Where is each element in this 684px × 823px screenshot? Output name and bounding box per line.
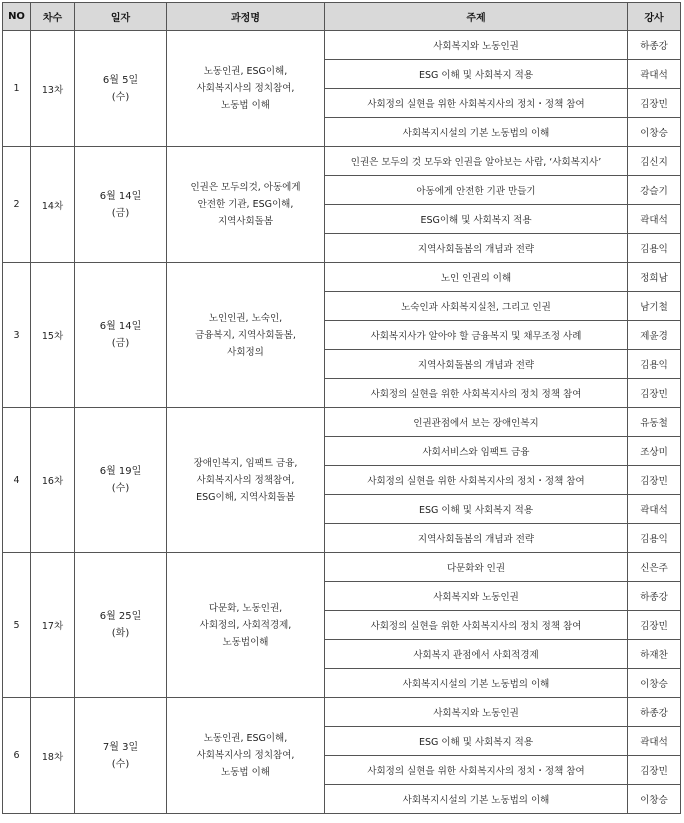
table-row	[3, 31, 681, 60]
cell-instructor: 제윤경	[628, 321, 681, 350]
cell-course: 노인인권, 노숙인, 금융복지, 지역사회돌봄, 사회정의	[167, 263, 325, 408]
cell-instructor: 하재찬	[628, 640, 681, 669]
cell-no: 2	[3, 147, 31, 263]
cell-instructor: 김장민	[628, 379, 681, 408]
cell-instructor: 남기철	[628, 292, 681, 321]
cell-topic: 사회복지시설의 기본 노동법의 이해	[325, 118, 628, 147]
cell-date: 6월 14일 (금)	[75, 263, 167, 408]
cell-topic: 사회정의 실현을 위한 사회복지사의 정치・정책 참여	[325, 466, 628, 495]
cell-round: 18차	[31, 698, 75, 814]
cell-instructor: 김장민	[628, 611, 681, 640]
schedule-table	[2, 2, 681, 814]
cell-topic: ESG 이해 및 사회복지 적용	[325, 60, 628, 89]
cell-course: 노동인권, ESG이해, 사회복지사의 정치참여, 노동법 이해	[167, 698, 325, 814]
cell-date: 6월 19일 (수)	[75, 408, 167, 553]
cell-course: 다문화, 노동인권, 사회정의, 사회적경제, 노동법이해	[167, 553, 325, 698]
table-row	[3, 263, 681, 292]
header-instructor: 강사	[628, 3, 681, 31]
cell-instructor: 김용익	[628, 234, 681, 263]
cell-instructor: 정희남	[628, 263, 681, 292]
table-row	[3, 408, 681, 437]
header-row	[3, 3, 681, 31]
cell-date: 6월 14일 (금)	[75, 147, 167, 263]
cell-instructor: 하종강	[628, 698, 681, 727]
cell-no: 1	[3, 31, 31, 147]
cell-date: 6월 5일 (수)	[75, 31, 167, 147]
cell-no: 4	[3, 408, 31, 553]
cell-round: 14차	[31, 147, 75, 263]
cell-instructor: 곽대석	[628, 60, 681, 89]
cell-topic: 지역사회돌봄의 개념과 전략	[325, 234, 628, 263]
schedule-body	[3, 31, 681, 814]
cell-topic: 아동에게 안전한 기관 만들기	[325, 176, 628, 205]
cell-topic: ESG 이해 및 사회복지 적용	[325, 727, 628, 756]
cell-instructor: 하종강	[628, 31, 681, 60]
cell-topic: 사회복지시설의 기본 노동법의 이해	[325, 785, 628, 814]
cell-topic: 노숙인과 사회복지실천, 그리고 인권	[325, 292, 628, 321]
header-course: 과정명	[167, 3, 325, 31]
cell-topic: 사회서비스와 임팩트 금융	[325, 437, 628, 466]
cell-topic: 인권관점에서 보는 장애인복지	[325, 408, 628, 437]
cell-instructor: 신은주	[628, 553, 681, 582]
cell-course: 노동인권, ESG이해, 사회복지사의 정치참여, 노동법 이해	[167, 31, 325, 147]
cell-round: 17차	[31, 553, 75, 698]
cell-topic: ESG 이해 및 사회복지 적용	[325, 495, 628, 524]
cell-instructor: 이창승	[628, 669, 681, 698]
cell-instructor: 곽대석	[628, 495, 681, 524]
cell-course: 장애인복지, 임팩트 금융, 사회복지사의 정책참여, ESG이해, 지역사회돌봄	[167, 408, 325, 553]
cell-date: 6월 25일 (화)	[75, 553, 167, 698]
cell-instructor: 김장민	[628, 89, 681, 118]
table-row	[3, 147, 681, 176]
cell-topic: 사회복지와 노동인권	[325, 698, 628, 727]
cell-course: 인권은 모두의것, 아동에게 안전한 기관, ESG이해, 지역사회돌봄	[167, 147, 325, 263]
cell-topic: 사회복지와 노동인권	[325, 582, 628, 611]
cell-instructor: 김용익	[628, 524, 681, 553]
cell-instructor: 이창승	[628, 118, 681, 147]
cell-topic: 지역사회돌봄의 개념과 전략	[325, 350, 628, 379]
table-row	[3, 698, 681, 727]
cell-instructor: 강슬기	[628, 176, 681, 205]
cell-instructor: 김용익	[628, 350, 681, 379]
cell-date: 7월 3일 (수)	[75, 698, 167, 814]
cell-topic: 사회정의 실현을 위한 사회복지사의 정치 정책 참여	[325, 379, 628, 408]
cell-instructor: 곽대석	[628, 727, 681, 756]
cell-topic: ESG이해 및 사회복지 적용	[325, 205, 628, 234]
cell-no: 5	[3, 553, 31, 698]
cell-no: 3	[3, 263, 31, 408]
header-date: 일자	[75, 3, 167, 31]
cell-topic: 사회정의 실현을 위한 사회복지사의 정치・정책 참여	[325, 756, 628, 785]
cell-topic: 다문화와 인권	[325, 553, 628, 582]
cell-instructor: 김신지	[628, 147, 681, 176]
cell-topic: 지역사회돌봄의 개념과 전략	[325, 524, 628, 553]
cell-no: 6	[3, 698, 31, 814]
table-row	[3, 553, 681, 582]
cell-instructor: 김장민	[628, 466, 681, 495]
cell-instructor: 하종강	[628, 582, 681, 611]
header-round: 차수	[31, 3, 75, 31]
cell-topic: 사회복지와 노동인권	[325, 31, 628, 60]
cell-topic: 인권은 모두의 것 모두와 인권을 알아보는 사람, ‘사회복지사’	[325, 147, 628, 176]
cell-topic: 사회복지 관점에서 사회적경제	[325, 640, 628, 669]
cell-instructor: 곽대석	[628, 205, 681, 234]
cell-round: 16차	[31, 408, 75, 553]
cell-instructor: 유동철	[628, 408, 681, 437]
cell-instructor: 김장민	[628, 756, 681, 785]
cell-topic: 사회복지사가 알아야 할 금융복지 및 채무조정 사례	[325, 321, 628, 350]
cell-topic: 사회복지시설의 기본 노동법의 이해	[325, 669, 628, 698]
cell-instructor: 이창승	[628, 785, 681, 814]
header-topic: 주제	[325, 3, 628, 31]
cell-round: 15차	[31, 263, 75, 408]
cell-topic: 노인 인권의 이해	[325, 263, 628, 292]
header-no: NO	[3, 3, 31, 31]
cell-round: 13차	[31, 31, 75, 147]
cell-topic: 사회정의 실현을 위한 사회복지사의 정치 정책 참여	[325, 611, 628, 640]
cell-topic: 사회정의 실현을 위한 사회복지사의 정치・정책 참여	[325, 89, 628, 118]
cell-instructor: 조상미	[628, 437, 681, 466]
